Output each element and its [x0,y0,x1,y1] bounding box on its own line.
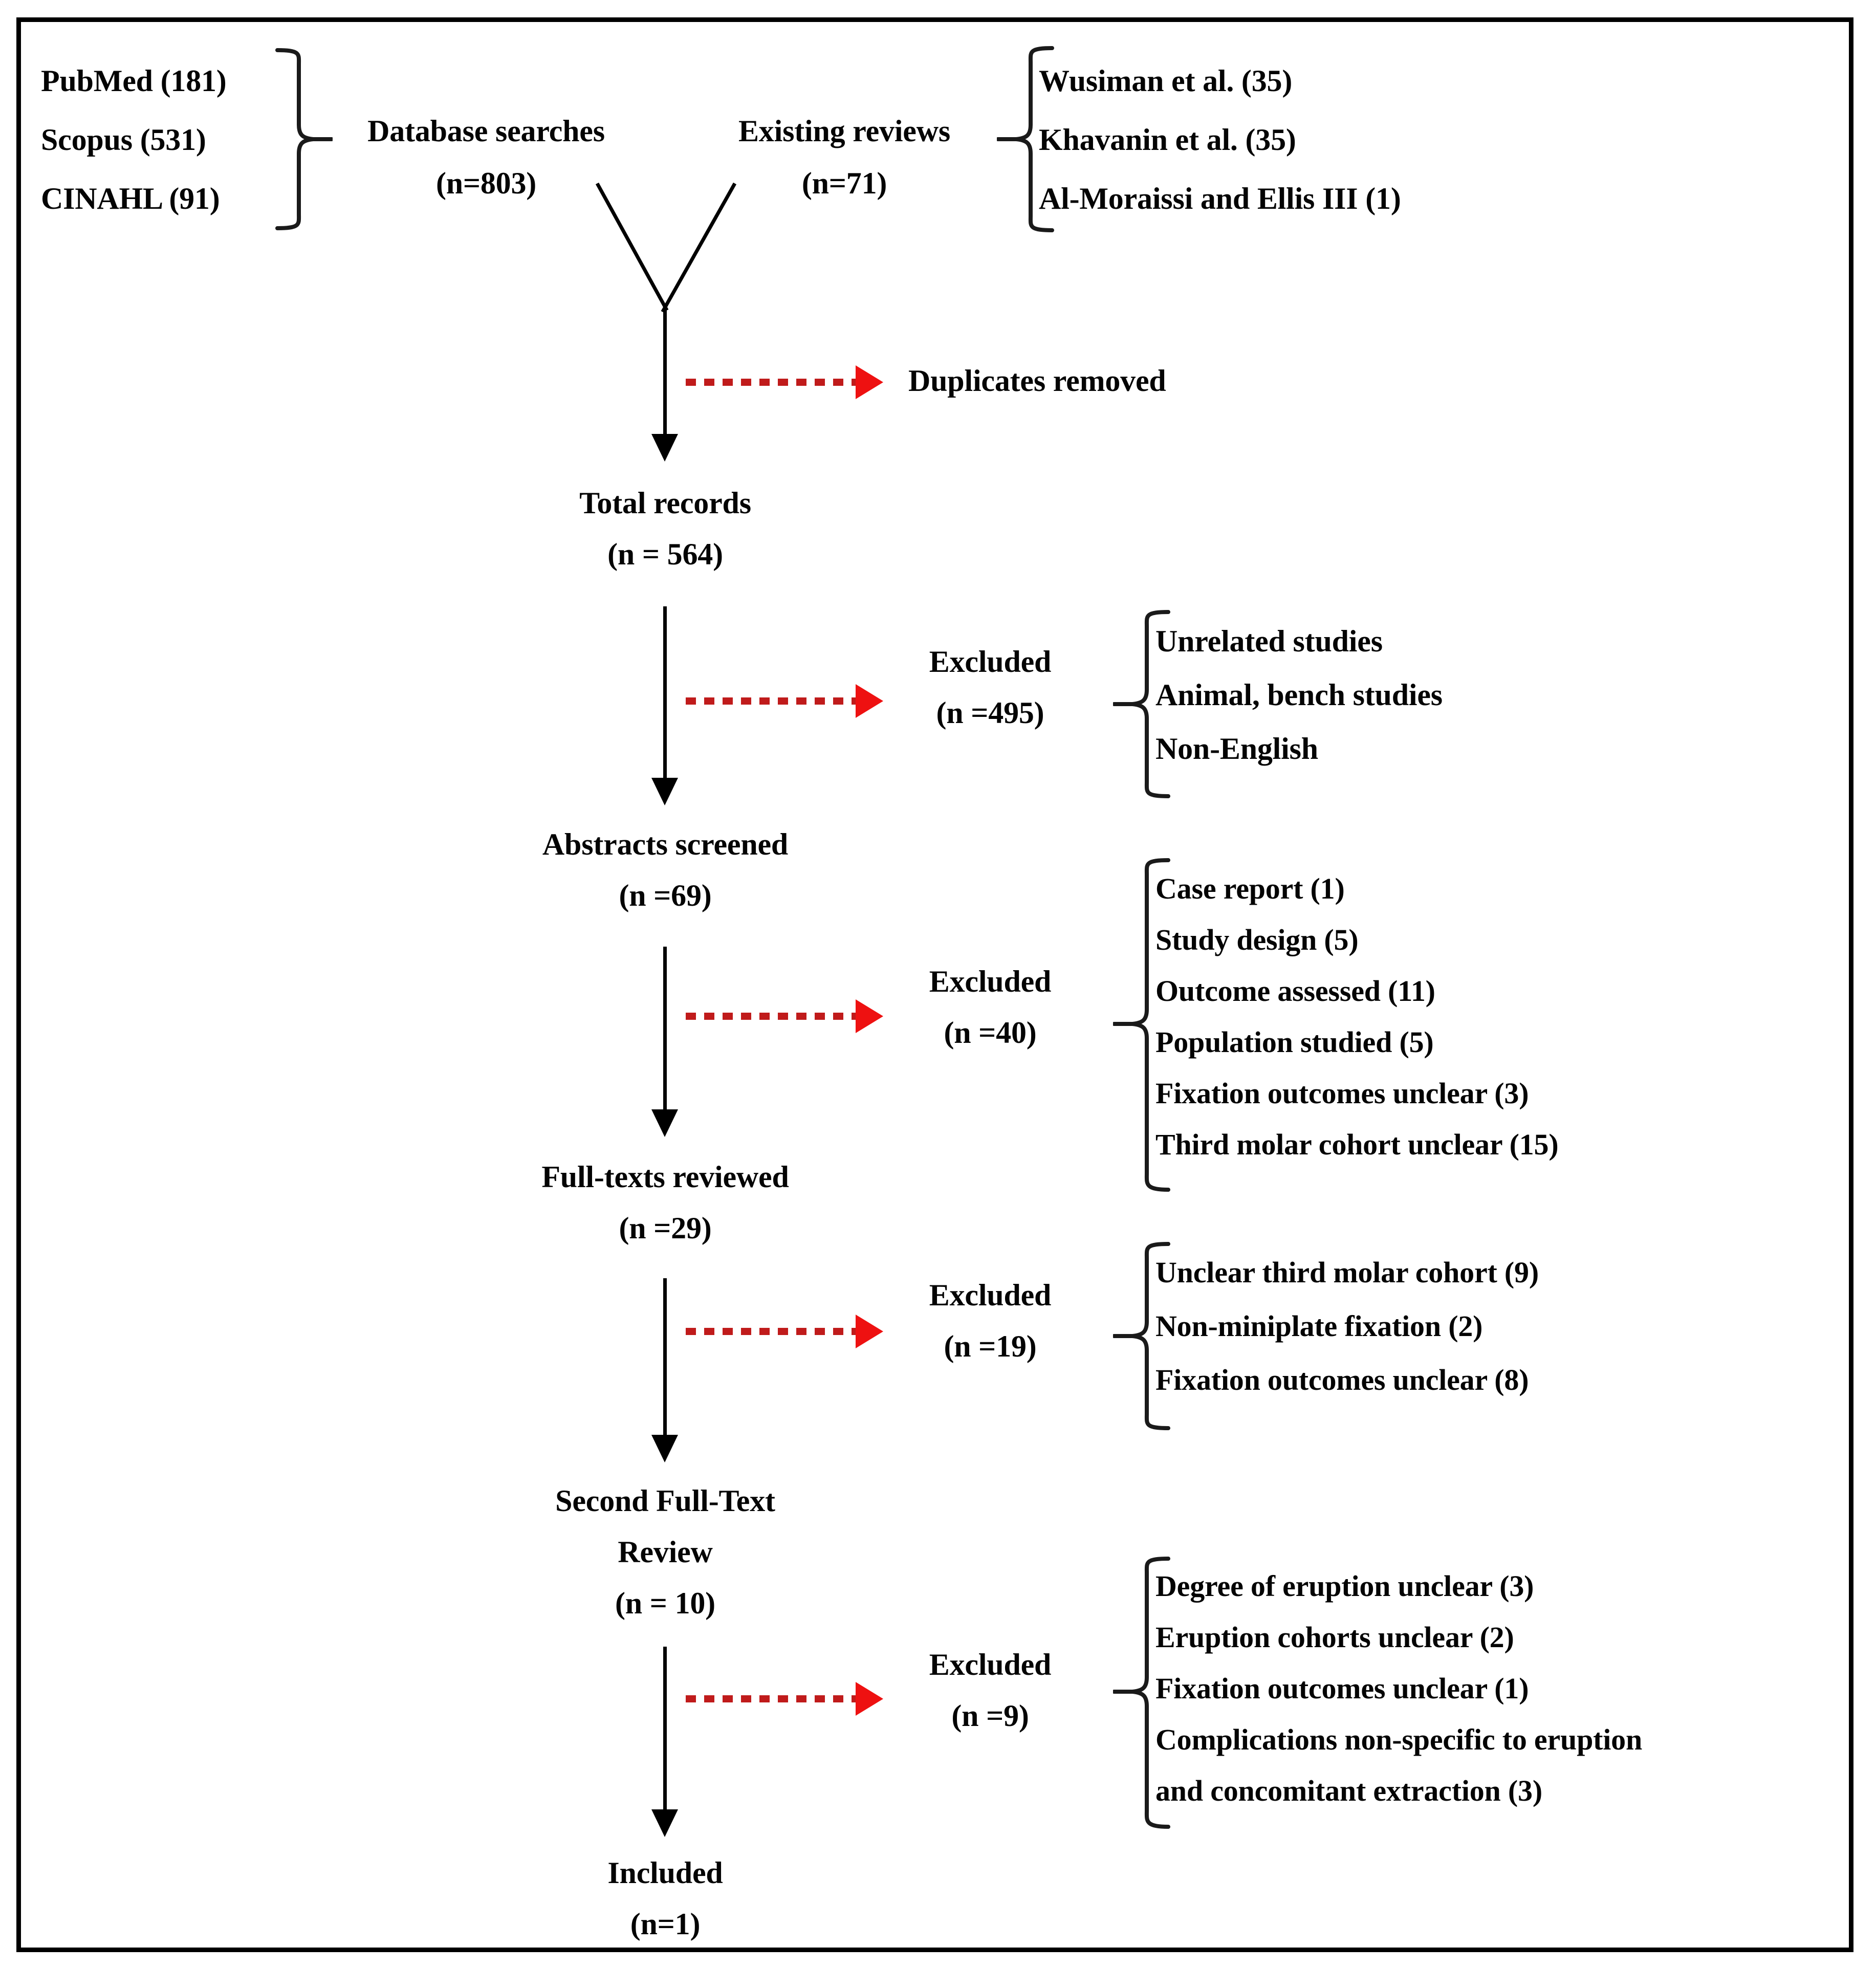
source-item-scopus: Scopus (531) [41,123,206,157]
connector-to-total-records [663,305,667,448]
excluded-3-reason-non-miniplate: Non-miniplate fixation (2) [1155,1309,1483,1343]
arrowhead-to-second-review [651,1435,678,1462]
dashed-line [686,379,858,386]
dashed-arrow-duplicates [686,372,890,392]
node-total-records-label: Total records [579,486,751,520]
excluded-2-reason-study-design: Study design (5) [1155,923,1359,956]
node-excluded-2-label: Excluded [929,965,1052,998]
source-item-cinahl: CINAHL (91) [41,182,220,215]
excluded-2-reason-third-molar-unclear: Third molar cohort unclear (15) [1155,1128,1559,1161]
node-existing-reviews-count: (n=71) [801,166,887,200]
node-database-searches-count: (n=803) [435,166,537,200]
review-source-item-khavanin: Khavanin et al. (35) [1039,123,1296,157]
review-source-item-almoraissi: Al-Moraissi and Ellis III (1) [1039,182,1401,215]
node-excluded-3-count: (n =19) [944,1329,1037,1363]
excluded-3-reason-fixation-unclear: Fixation outcomes unclear (8) [1155,1363,1529,1396]
node-second-review-label-line2: Review [618,1535,713,1569]
excluded-2-reason-case-report: Case report (1) [1155,872,1345,905]
connector-to-included [663,1647,667,1822]
dashed-line [686,697,858,705]
node-excluded-3-label: Excluded [929,1278,1052,1312]
connector-to-second-review [663,1278,667,1447]
node-excluded-4-label: Excluded [929,1648,1052,1681]
node-excluded-4-count: (n =9) [951,1699,1029,1733]
node-excluded-1-count: (n =495) [936,696,1044,730]
node-total-records-count: (n = 564) [607,537,723,571]
brace-sources [271,47,333,231]
source-item-pubmed: PubMed (181) [41,64,227,98]
dashed-line [686,1013,858,1020]
node-included-label: Included [607,1856,723,1890]
connector-to-abstracts-screened [663,606,667,790]
excluded-2-reason-fixation-unclear: Fixation outcomes unclear (3) [1155,1077,1529,1110]
excluded-4-reason-complications-line1: Complications non-specific to eruption [1155,1723,1643,1756]
excluded-4-reason-fixation-unclear: Fixation outcomes unclear (1) [1155,1672,1529,1705]
arrowhead-to-total-records [651,434,678,462]
node-included-count: (n=1) [630,1907,701,1941]
dashed-arrow-excluded-4 [686,1689,890,1709]
excluded-2-reason-outcome-assessed: Outcome assessed (11) [1155,974,1435,1008]
excluded-4-reason-degree-eruption: Degree of eruption unclear (3) [1155,1569,1534,1603]
node-duplicates-removed-label: Duplicates removed [908,364,1166,398]
node-full-texts-reviewed-label: Full-texts reviewed [541,1160,789,1194]
excluded-1-reason-non-english: Non-English [1155,732,1318,766]
red-arrowhead-icon [856,365,883,399]
excluded-2-reason-population-studied: Population studied (5) [1155,1025,1434,1059]
arrowhead-to-included [651,1809,678,1837]
node-database-searches-label: Database searches [367,114,605,148]
dashed-arrow-excluded-2 [686,1006,890,1026]
node-excluded-1-label: Excluded [929,645,1052,679]
connector-to-full-texts-reviewed [663,947,667,1122]
dashed-line [686,1328,858,1335]
node-existing-reviews-label: Existing reviews [738,114,951,148]
review-source-item-wusiman: Wusiman et al. (35) [1039,64,1293,98]
excluded-1-reason-unrelated: Unrelated studies [1155,624,1383,658]
excluded-3-reason-unclear-cohort: Unclear third molar cohort (9) [1155,1256,1539,1289]
excluded-1-reason-animal-bench: Animal, bench studies [1155,678,1443,712]
node-second-review-label-line1: Second Full-Text [555,1484,775,1518]
dashed-line [686,1695,858,1702]
dashed-arrow-excluded-3 [686,1321,890,1342]
arrowhead-to-full-texts-reviewed [651,1109,678,1137]
dashed-arrow-excluded-1 [686,691,890,711]
node-full-texts-reviewed-count: (n =29) [619,1211,712,1245]
node-second-review-count: (n = 10) [615,1586,715,1620]
node-excluded-2-count: (n =40) [944,1016,1037,1049]
node-abstracts-screened-count: (n =69) [619,879,712,912]
excluded-4-reason-complications-line2: and concomitant extraction (3) [1155,1774,1542,1807]
arrowhead-to-abstracts-screened [651,778,678,805]
node-abstracts-screened-label: Abstracts screened [542,827,789,861]
excluded-4-reason-eruption-cohorts: Eruption cohorts unclear (2) [1155,1621,1514,1654]
